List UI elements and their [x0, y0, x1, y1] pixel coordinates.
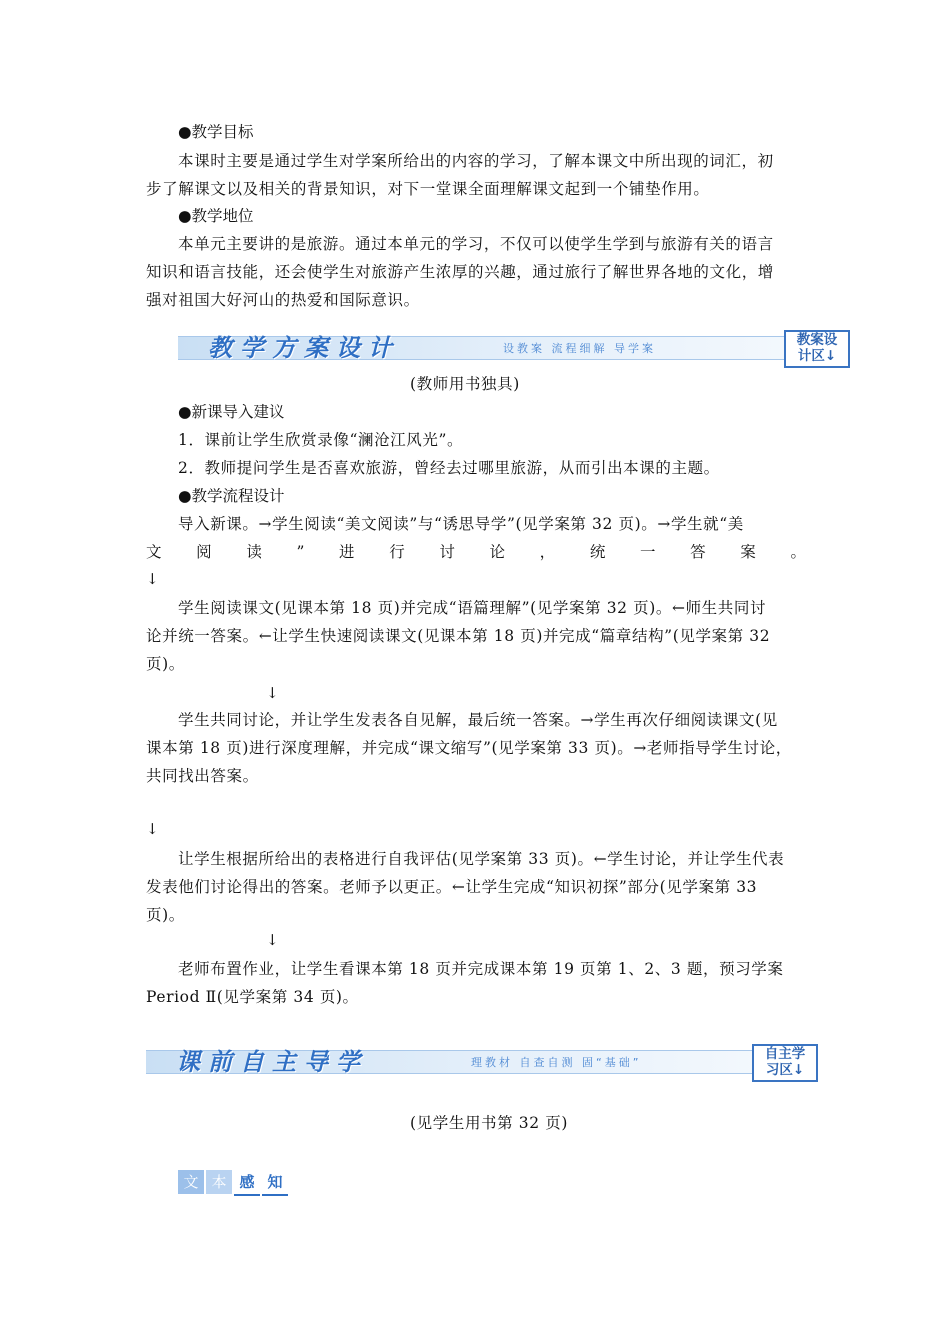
tag-char-3: 感 [234, 1170, 260, 1196]
jchar: 。 [790, 543, 806, 561]
jchar: 行 [389, 543, 405, 561]
tag-char-2: 本 [206, 1170, 232, 1194]
status-line-1: 本单元主要讲的是旅游。通过本单元的学习，不仅可以使学生学到与旅游有关的语言 [178, 235, 774, 253]
banner-subtitle: 理教材 自查自测 固“基础” [471, 1056, 642, 1069]
down-arrow-2: ↓ [266, 684, 279, 702]
jchar: ” [296, 543, 305, 561]
process-p3-line-2: 课本第 18 页)进行深度理解，并完成“课文缩写”(见学案第 33 页)。→老师指导学生讨论， [146, 739, 792, 757]
banner-teaching-plan [178, 330, 848, 368]
banner-self-study [146, 1044, 816, 1082]
banner-box-line-1: 自主学 [764, 1046, 806, 1062]
banner-box-line-1: 教案设 [796, 332, 838, 348]
heading-teaching-goals: ●教学目标 [178, 123, 254, 141]
banner-area-box [784, 330, 850, 368]
heading-process-design: ●教学流程设计 [178, 487, 285, 505]
jchar: 统 [589, 543, 606, 561]
status-line-2: 知识和语言技能，还会使学生对旅游产生浓厚的兴趣，通过旅行了解世界各地的文化，增 [146, 263, 774, 281]
status-line-3: 强对祖国大好河山的热爱和国际意识。 [146, 291, 420, 309]
process-p4-line-3: 页)。 [146, 906, 185, 924]
goals-line-1: 本课时主要是通过学生对学案所给出的内容的学习，了解本课文中所出现的词汇，初 [178, 152, 774, 170]
jchar: 阅 [196, 543, 212, 561]
banner-area-box [752, 1044, 818, 1082]
goals-line-2: 步了解课文以及相关的背景知识，对下一堂课全面理解课文起到一个铺垫作用。 [146, 180, 710, 198]
jchar: 案 [740, 543, 756, 561]
process-p5-line-1: 老师布置作业，让学生看课本第 18 页并完成课本第 19 页第 1、2、3 题，预习学案 [178, 960, 784, 978]
down-arrow-1: ↓ [146, 570, 159, 588]
down-arrow-3: ↓ [146, 820, 159, 838]
process-p2-line-1: 学生阅读课文(见课本第 18 页)并完成“语篇理解”(见学案第 32 页)。←师生共同讨 [178, 599, 767, 617]
tag-char-4: 知 [262, 1170, 288, 1196]
jchar: 答 [690, 543, 706, 561]
process-p2-line-2: 论并统一答案。←让学生快速阅读课文(见课本第 18 页)并完成“篇章结构”(见学案第 32 [146, 627, 771, 645]
banner-title: 课前自主导学 [176, 1048, 368, 1076]
banner-subtitle: 设教案 流程细解 导学案 [503, 342, 656, 355]
jchar: 文 [146, 543, 162, 561]
jchar: 读 [246, 543, 262, 561]
heading-intro-suggestions: ●新课导入建议 [178, 403, 285, 421]
process-line-1: 导入新课。→学生阅读“美文阅读”与“诱思导学”(见学案第 32 页)。→学生就“美 [178, 515, 744, 533]
process-line-2-justified [146, 541, 806, 563]
process-p3-line-1: 学生共同讨论，并让学生发表各自见解，最后统一答案。→学生再次仔细阅读课文(见 [178, 711, 778, 729]
banner-box-line-2: 习区↓ [765, 1062, 805, 1078]
jchar: 一 [639, 543, 656, 561]
tag-char-1: 文 [178, 1170, 204, 1194]
process-p3-line-3: 共同找出答案。 [146, 767, 259, 785]
process-p4-line-1: 让学生根据所给出的表格进行自我评估(见学案第 33 页)。←学生讨论，并让学生代表 [178, 850, 785, 868]
banner-title: 教学方案设计 [208, 334, 400, 362]
jchar: ， [539, 543, 556, 561]
process-p5-line-2: Period Ⅱ(见学案第 34 页)。 [146, 988, 359, 1006]
intro-item-2: 2．教师提问学生是否喜欢旅游，曾经去过哪里旅游，从而引出本课的主题。 [178, 459, 720, 477]
down-arrow-4: ↓ [266, 931, 279, 949]
banner-box-line-2: 计区↓ [797, 348, 837, 364]
intro-item-1: 1．课前让学生欣赏录像“澜沧江风光”。 [178, 431, 464, 449]
process-p2-line-3: 页)。 [146, 655, 185, 673]
process-p4-line-2: 发表他们讨论得出的答案。老师予以更正。←让学生完成“知识初探”部分(见学案第 33 [146, 878, 758, 896]
jchar: 讨 [439, 543, 455, 561]
jchar: 进 [339, 543, 355, 561]
teacher-note: (教师用书独具) [410, 375, 520, 393]
student-note: (见学生用书第 32 页) [410, 1114, 568, 1132]
jchar: 论 [489, 543, 506, 561]
heading-teaching-status: ●教学地位 [178, 207, 254, 225]
